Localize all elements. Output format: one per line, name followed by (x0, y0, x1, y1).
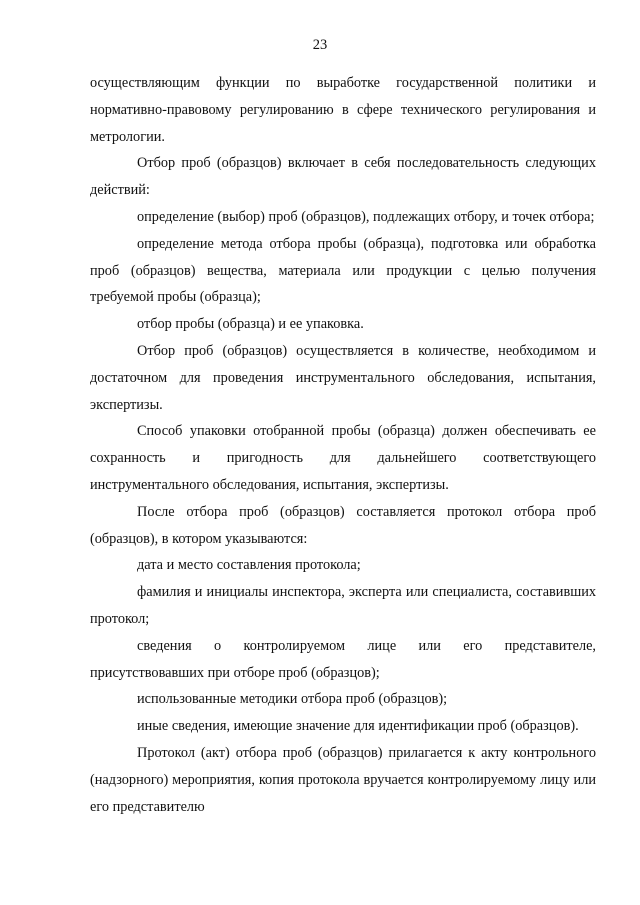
list-item-controlled-person: сведения о контролируемом лице или его представителе, присутствовавших при отборе проб (образцов); (90, 637, 596, 681)
list-item-protocol-date-place: дата и место составления протокола; (137, 557, 361, 574)
list-item-other-info: иные сведения, имеющие значение для идентификации проб (образцов). (137, 718, 579, 735)
paragraph-sample-quantity: Отбор проб (образцов) осуществляется в количестве, необходимом и достаточном для проведения инструментального обследования, испытания, экспертизы. (90, 342, 596, 413)
list-item-inspector-names: фамилия и инициалы инспектора, эксперта или специалиста, составивших протокол; (90, 584, 596, 627)
list-item-sampling-method: определение метода отбора пробы (образца), подготовка или обработка проб (образцов) вещества, материала или продукции с целью получения требуемой пробы (образца); (90, 235, 596, 306)
list-item-sampling-packaging: отбор пробы (образца) и ее упаковка. (137, 316, 364, 333)
list-item-sample-selection: определение (выбор) проб (образцов), подлежащих отбору, и точек отбора; (137, 208, 595, 225)
document-body (90, 70, 596, 820)
paragraph-continuation: осуществляющим функции по выработке государственной политики и нормативно-правовому регулированию в сфере технического регулирования и метрологии. (90, 75, 596, 145)
paragraph-sampling-sequence: Отбор проб (образцов) включает в себя последовательность следующих действий: (90, 155, 596, 199)
list-item-methods-used: использованные методики отбора проб (образцов); (137, 691, 448, 708)
page-number: 23 (312, 37, 328, 53)
paragraph-protocol-attachment: Протокол (акт) отбора проб (образцов) прилагается к акту контрольного (надзорного) мероприятия, копия протокола вручается контролируемому лицу или его представителю (90, 744, 596, 815)
paragraph-packaging-method: Способ упаковки отобранной пробы (образца) должен обеспечивать ее сохранность и пригодность для дальнейшего соответствующего инструментального обследования, испытания, экспертизы. (90, 423, 596, 493)
paragraph-sampling-protocol: После отбора проб (образцов) составляется протокол отбора проб (образцов), в котором указываются: (90, 503, 596, 547)
